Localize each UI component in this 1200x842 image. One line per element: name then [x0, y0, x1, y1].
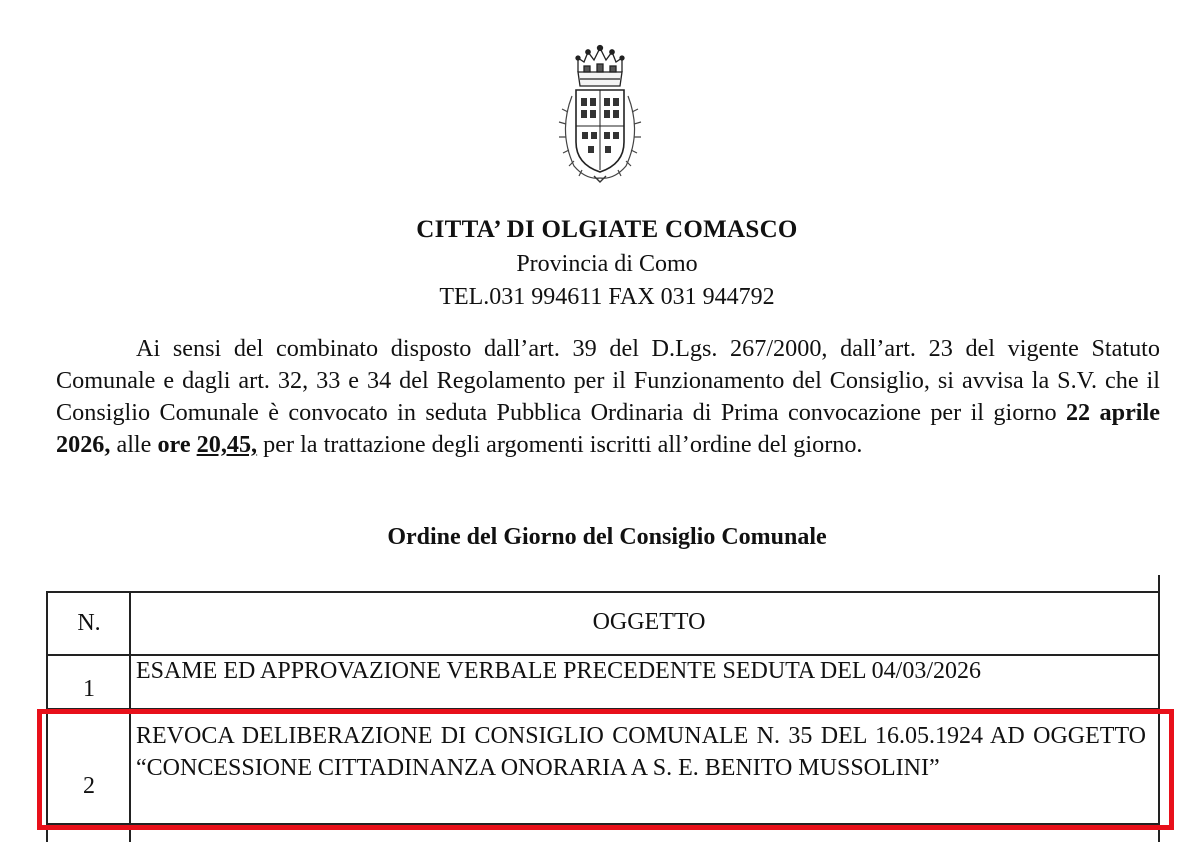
highlight-box — [37, 709, 1174, 830]
column-header-number: N. — [77, 610, 101, 636]
table-border-top — [46, 591, 1160, 593]
contact-numbers: TEL.031 994611 FAX 031 944792 — [439, 284, 775, 310]
row-number: 2 — [83, 773, 95, 799]
convocation-notice — [56, 333, 1160, 461]
column-header-subject: OGGETTO — [592, 609, 706, 635]
row-subject: REVOCA DELIBERAZIONE DI CONSIGLIO COMUNALE N. 35 DEL 16.05.1924 AD OGGETTO “CONCESSIONE CITTADINANZA ONORARIA A S. E. BENITO MUSSOLINI” — [136, 723, 1146, 781]
city-name: CITTA’ DI OLGIATE COMASCO — [416, 216, 798, 243]
meeting-time — [157, 431, 257, 458]
row-number: 1 — [83, 676, 95, 702]
notice-text-connector: alle — [110, 431, 158, 458]
agenda-title: Ordine del Giorno del Consiglio Comunale — [387, 524, 827, 550]
province-name: Provincia di Como — [516, 251, 698, 277]
notice-text: Ai sensi del combinato disposto dall’art. 39 del D.Lgs. 267/2000, dall’art. 23 del vigente Statuto Comunale e dagli art. 32, 33 e 34 del Regolamento per il Funzionamento del Consiglio, si avvisa la S.V. che il Consiglio Comunale è convocato in seduta Pubblica Ordinaria di Prima convocazione per il giorno — [56, 335, 1160, 426]
meeting-date: 22 aprile 2026, — [56, 399, 1160, 458]
notice-text-end: per la trattazione degli argomenti iscritti all’ordine del giorno. — [257, 431, 863, 458]
row-subject: ESAME ED APPROVAZIONE VERBALE PRECEDENTE SEDUTA DEL 04/03/2026 — [136, 658, 981, 684]
coat-of-arms-icon — [554, 42, 646, 184]
meeting-time-prefix: ore — [157, 431, 191, 458]
meeting-time-value: 20,45, — [196, 431, 258, 458]
